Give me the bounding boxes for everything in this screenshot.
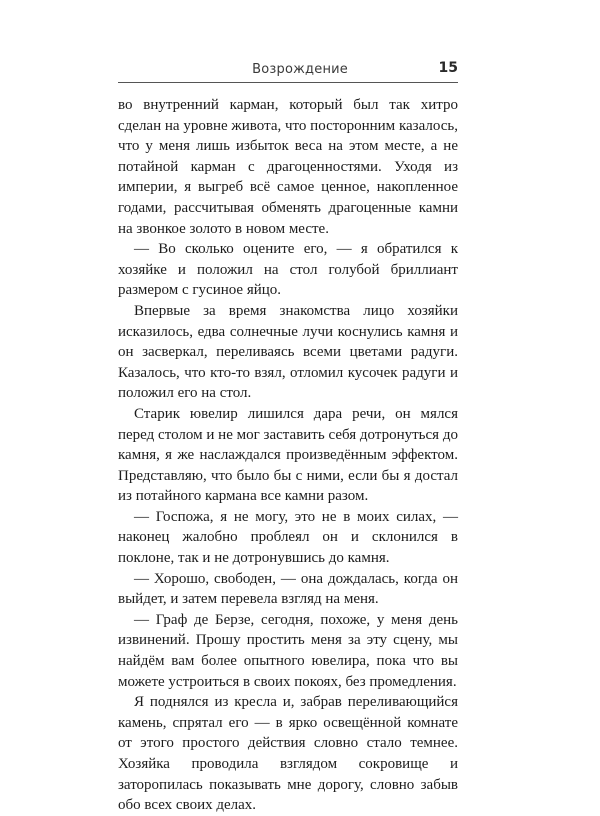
paragraph: Я поднялся из кресла и, забрав переливающийся камень, спрятал его — в ярко освещённой комнате от этого простого действия словно стало темнее. Хозяйка проводила взглядом сокровище и заторопилась показывать мне дорогу, словно забыв обо всех своих делах.: [118, 694, 458, 814]
body-text: [118, 95, 458, 816]
paragraph: — Граф де Берзе, сегодня, похоже, у меня день извинений. Прошу простить меня за эту сцену, мы найдём вам более опытного ювелира, пока что вы можете устроиться в своих покоях, без промедления.: [118, 611, 458, 690]
page-header: [118, 60, 458, 82]
paragraph: — Хорошо, свободен, — она дождалась, когда он выйдет, и затем перевела взгляд на меня.: [118, 570, 458, 608]
paragraph: во внутренний карман, который был так хитро сделан на уровне живота, что посторонним казалось, что у меня лишь избыток веса на этом месте, а не потайной карман с драгоценностями. Уходя из империи, я выгреб всё самое ценное, накопленное годами, рассчитывая обменять драгоценные камни на звонкое золото в новом месте.: [118, 97, 458, 237]
paragraph: — Во сколько оцените его, — я обратился к хозяйке и положил на стол голубой бриллиант размером с гусиное яйцо.: [118, 241, 458, 299]
page-number: 15: [438, 60, 458, 76]
paragraph: Старик ювелир лишился дара речи, он мялся перед столом и не мог заставить себя дотронуться до камня, я же наслаждался произведённым эффектом. Представляю, что было бы с ними, если бы я достал из потайного кармана все камни разом.: [118, 405, 458, 505]
paragraph: Впервые за время знакомства лицо хозяйки исказилось, едва солнечные лучи коснулись камня и он засверкал, переливаясь всеми цветами радуги. Казалось, что кто-то взял, отломил кусочек радуги и положил его на стол.: [118, 302, 458, 402]
running-title: Возрождение: [252, 62, 348, 77]
header-rule: [118, 82, 458, 83]
paragraph: — Госпожа, я не могу, это не в моих силах, — наконец жалобно проблеял он и склонился в поклоне, так и не дотронувшись до камня.: [118, 508, 458, 567]
